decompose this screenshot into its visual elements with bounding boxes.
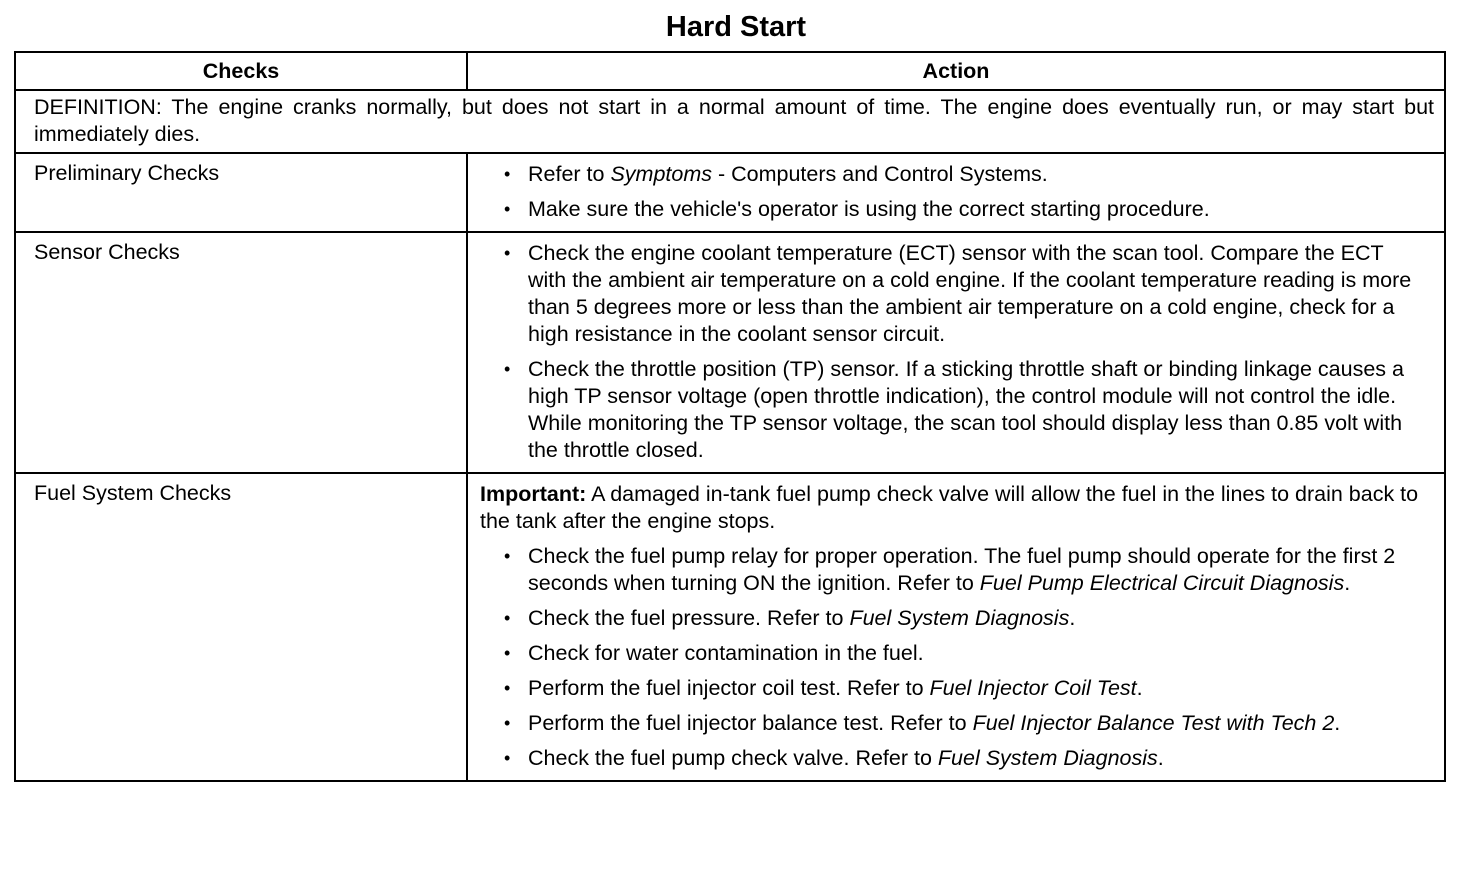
definition-text: DEFINITION: The engine cranks normally, but does not start in a normal amount of time. The engine does eventually run, or may start but immediately dies. <box>15 90 1445 153</box>
item-text: Check the fuel pump check valve. Refer to <box>528 746 938 770</box>
item-reference: Fuel System Diagnosis <box>849 606 1070 630</box>
item-text: Perform the fuel injector balance test. Refer to <box>528 711 973 735</box>
bullet-icon: • <box>504 643 511 663</box>
bullet-icon: • <box>504 713 511 733</box>
page-title: Hard Start <box>665 11 807 43</box>
table-row <box>15 153 1445 232</box>
important-label: Important: <box>480 482 587 506</box>
check-label: Preliminary Checks <box>15 153 467 232</box>
item-reference: Fuel Injector Balance Test with Tech 2 <box>972 711 1335 735</box>
action-cell <box>467 232 1445 473</box>
check-label: Sensor Checks <box>15 232 467 473</box>
list-item <box>504 161 1424 188</box>
item-text-tail: . <box>1136 676 1143 700</box>
item-text: Refer to <box>528 162 611 186</box>
action-cell <box>467 153 1445 232</box>
action-cell <box>467 473 1445 781</box>
item-text: Check for water contamination in the fuel. <box>528 641 924 665</box>
bullet-icon: • <box>504 243 511 263</box>
list-item <box>504 356 1424 464</box>
item-reference: Fuel Injector Coil Test <box>929 676 1137 700</box>
item-text: Check the throttle position (TP) sensor. If a sticking throttle shaft or binding linkage causes a high TP sensor voltage (open throttle indication), the control module will not control the idle. While monitoring the TP sensor voltage, the scan tool should display less than 0.85 volt with the throttle closed. <box>528 357 1404 462</box>
bullet-icon: • <box>504 608 511 628</box>
list-item <box>504 240 1424 348</box>
list-item <box>504 640 1424 667</box>
item-reference: Fuel System Diagnosis <box>937 746 1158 770</box>
item-text-tail: . <box>1069 606 1076 630</box>
important-note <box>480 481 1424 535</box>
header-row <box>15 52 1445 90</box>
item-text: Check the fuel pump relay for proper operation. The fuel pump should operate for the first 2 seconds when turning ON the ignition. Refer to <box>528 544 1396 595</box>
bullet-icon: • <box>504 359 511 379</box>
item-text: Check the fuel pressure. Refer to <box>528 606 850 630</box>
list-item <box>504 196 1424 223</box>
list-item <box>504 675 1424 702</box>
definition-row <box>15 90 1445 153</box>
item-reference: Symptoms <box>610 162 713 186</box>
bullet-icon: • <box>504 199 511 219</box>
item-reference: Fuel Pump Electrical Circuit Diagnosis <box>979 571 1345 595</box>
item-text-tail: . <box>1344 571 1351 595</box>
bullet-icon: • <box>504 164 511 184</box>
important-text: A damaged in-tank fuel pump check valve will allow the fuel in the lines to drain back to the tank after the engine stops. <box>480 482 1419 533</box>
item-text: Make sure the vehicle's operator is using the correct starting procedure. <box>528 197 1210 221</box>
bullet-icon: • <box>504 678 511 698</box>
list-item <box>504 710 1424 737</box>
bullet-icon: • <box>504 748 511 768</box>
table-row <box>15 473 1445 781</box>
action-header: Action <box>467 52 1445 90</box>
list-item <box>504 543 1424 597</box>
table-row <box>15 232 1445 473</box>
check-label: Fuel System Checks <box>15 473 467 781</box>
list-item <box>504 605 1424 632</box>
bullet-icon: • <box>504 546 511 566</box>
item-text-tail: - Computers and Control Systems. <box>712 162 1048 186</box>
hard-start-table <box>14 51 1446 782</box>
item-text-tail: . <box>1334 711 1341 735</box>
item-text: Check the engine coolant temperature (ECT) sensor with the scan tool. Compare the ECT with the ambient air temperature on a cold engine. If the coolant temperature reading is more than 5 degrees more or less than the ambient air temperature on a cold engine, check for a high resistance in the coolant sensor circuit. <box>528 241 1412 346</box>
item-text: Perform the fuel injector coil test. Refer to <box>528 676 930 700</box>
checks-header: Checks <box>15 52 467 90</box>
list-item <box>504 745 1424 772</box>
item-text-tail: . <box>1157 746 1164 770</box>
